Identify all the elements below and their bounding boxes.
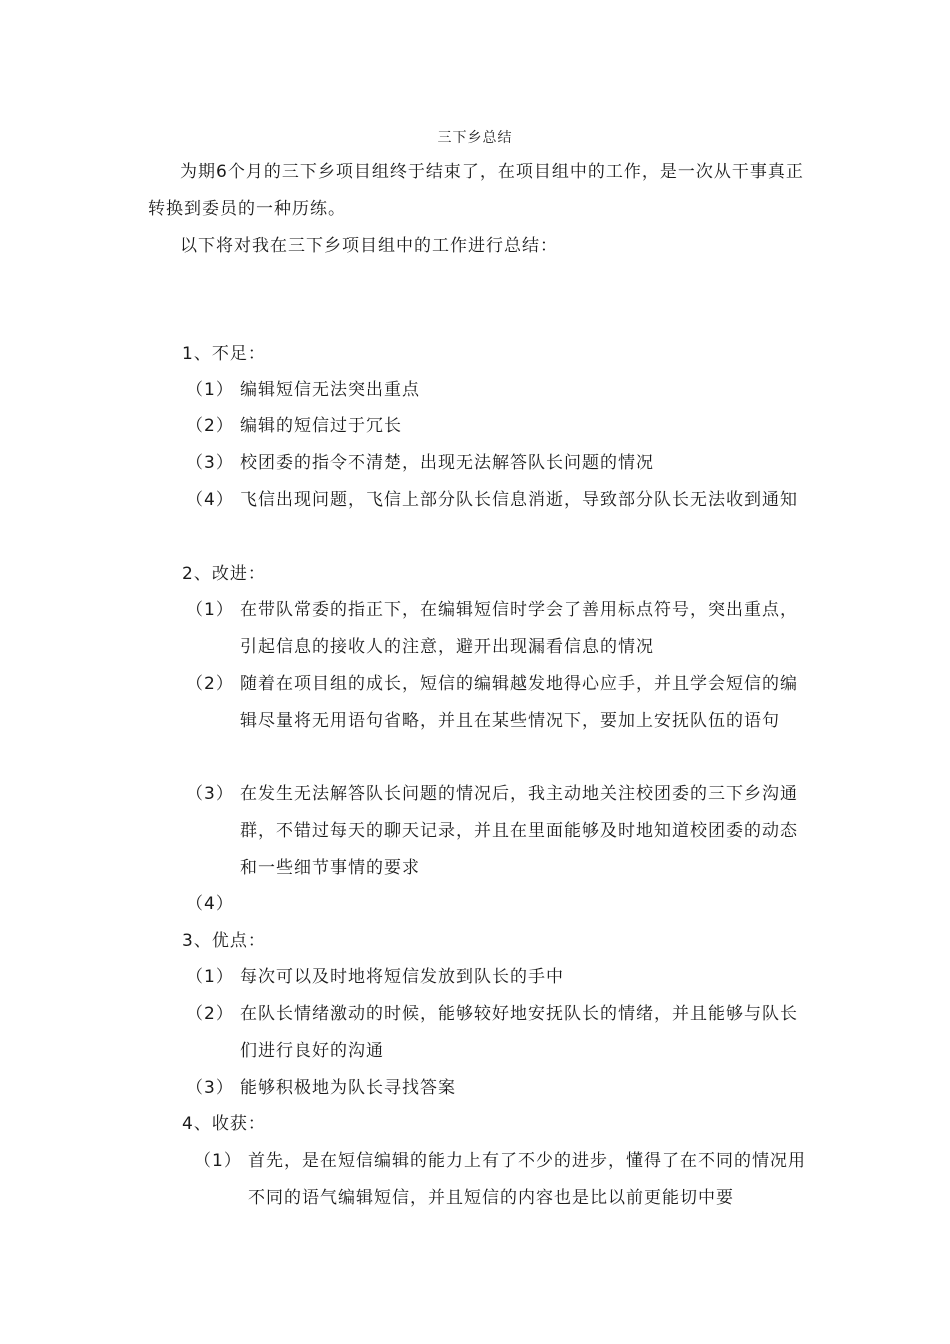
item-text: 编辑的短信过于冗长 xyxy=(240,416,402,436)
item-text: 编辑短信无法突出重点 xyxy=(240,380,420,400)
item-number: （3） xyxy=(186,453,234,473)
item-number: （1） xyxy=(186,967,234,987)
list-item xyxy=(194,1143,814,1217)
list-item xyxy=(186,482,806,519)
document-title: 三下乡总结 xyxy=(437,130,513,146)
list-item xyxy=(186,445,806,482)
item-number: （2） xyxy=(186,416,234,436)
item-number: （1） xyxy=(186,600,234,620)
item-number: （4） xyxy=(186,894,234,914)
item-number: （4） xyxy=(186,490,234,510)
intro-paragraph: 以下将对我在三下乡项目组中的工作进行总结： xyxy=(180,236,558,256)
list-item xyxy=(186,996,806,1070)
item-number: （3） xyxy=(186,1078,234,1098)
item-text: 在带队常委的指正下，在编辑短信时学会了善用标点符号，突出重点，引起信息的接收人的注意，避开出现漏看信息的情况 xyxy=(240,600,798,657)
section-heading: 1、不足： xyxy=(182,344,266,364)
item-text: 在队长情绪激动的时候，能够较好地安抚队长的情绪，并且能够与队长们进行良好的沟通 xyxy=(240,1004,798,1061)
list-item xyxy=(186,408,806,445)
item-number: （1） xyxy=(186,380,234,400)
item-text: 首先，是在短信编辑的能力上有了不少的进步，懂得了在不同的情况用不同的语气编辑短信，并且短信的内容也是比以前更能切中要 xyxy=(248,1151,806,1208)
item-text: 每次可以及时地将短信发放到队长的手中 xyxy=(240,967,564,987)
item-text: 随着在项目组的成长，短信的编辑越发地得心应手，并且学会短信的编辑尽量将无用语句省略，并且在某些情况下，要加上安抚队伍的语句 xyxy=(240,674,798,731)
item-number: （2） xyxy=(186,674,234,694)
list-item xyxy=(186,776,806,887)
list-item xyxy=(186,959,806,996)
item-text: 在发生无法解答队长问题的情况后，我主动地关注校团委的三下乡沟通群，不错过每天的聊天记录，并且在里面能够及时地知道校团委的动态和一些细节事情的要求 xyxy=(240,784,798,878)
section-heading: 2、改进： xyxy=(182,564,266,584)
item-text: 飞信出现问题，飞信上部分队长信息消逝，导致部分队长无法收到通知 xyxy=(240,490,798,510)
item-number: （2） xyxy=(186,1004,234,1024)
item-number: （3） xyxy=(186,784,234,804)
intro-paragraph: 为期6个月的三下乡项目组终于结束了，在项目组中的工作，是一次从干事真正转换到委员的一种历练。 xyxy=(148,162,804,219)
section-heading: 4、收获： xyxy=(182,1114,266,1134)
list-item xyxy=(186,592,806,666)
item-text: 能够积极地为队长寻找答案 xyxy=(240,1078,456,1098)
list-item xyxy=(186,372,806,409)
item-text: 校团委的指令不清楚，出现无法解答队长问题的情况 xyxy=(240,453,654,473)
list-item xyxy=(186,1070,806,1107)
item-number: （1） xyxy=(194,1151,242,1171)
section-heading: 3、优点： xyxy=(182,931,266,951)
list-item xyxy=(186,666,806,740)
